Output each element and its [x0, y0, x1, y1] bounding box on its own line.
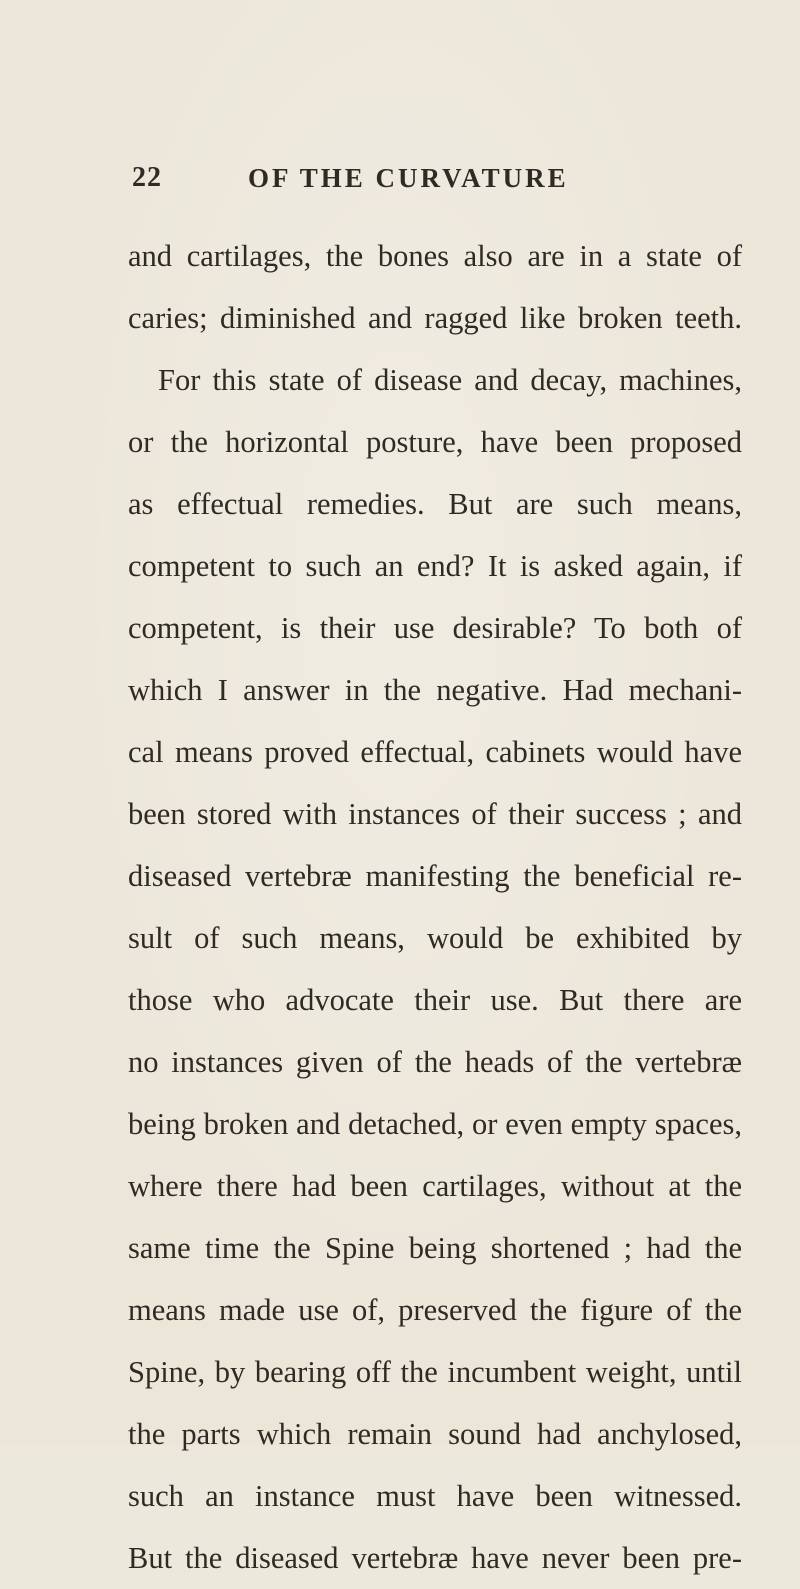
paragraph-first-line: For this state of disease and decay, machines, [158, 363, 742, 397]
text-line: cal means proved effectual, cabinets would have [128, 735, 742, 769]
text-line: Spine, by bearing off the incumbent weight, until [128, 1355, 742, 1389]
text-line: no instances given of the heads of the vertebræ [128, 1045, 742, 1079]
text-line: sult of such means, would be exhibited by [128, 921, 742, 955]
text-line: same time the Spine being shortened ; had the [128, 1231, 742, 1265]
text-line: the parts which remain sound had anchylosed, [128, 1417, 742, 1451]
text-line: caries; diminished and ragged like broken teeth. [128, 301, 742, 335]
running-head [0, 158, 800, 198]
text-line: or the horizontal posture, have been proposed [128, 425, 742, 459]
text-line: as effectual remedies. But are such means, [128, 487, 742, 521]
text-line: where there had been cartilages, without at the [128, 1169, 742, 1203]
text-line: been stored with instances of their success ; and [128, 797, 742, 831]
text-line: those who advocate their use. But there are [128, 983, 742, 1017]
text-line: But the diseased vertebræ have never been pre- [128, 1541, 742, 1575]
text-line: competent, is their use desirable? To both of [128, 611, 742, 645]
text-line: means made use of, preserved the figure of the [128, 1293, 742, 1327]
text-line: which I answer in the negative. Had mechani- [128, 673, 742, 707]
text-line: such an instance must have been witnessed. [128, 1479, 742, 1513]
text-line: diseased vertebræ manifesting the beneficial re- [128, 859, 742, 893]
body-text [128, 225, 742, 1589]
text-line: and cartilages, the bones also are in a state of [128, 239, 742, 273]
running-title: OF THE CURVATURE [248, 163, 569, 193]
text-line: being broken and detached, or even empty spaces, [128, 1107, 742, 1141]
text-line: competent to such an end? It is asked again, if [128, 549, 742, 583]
page-number: 22 [132, 162, 162, 193]
